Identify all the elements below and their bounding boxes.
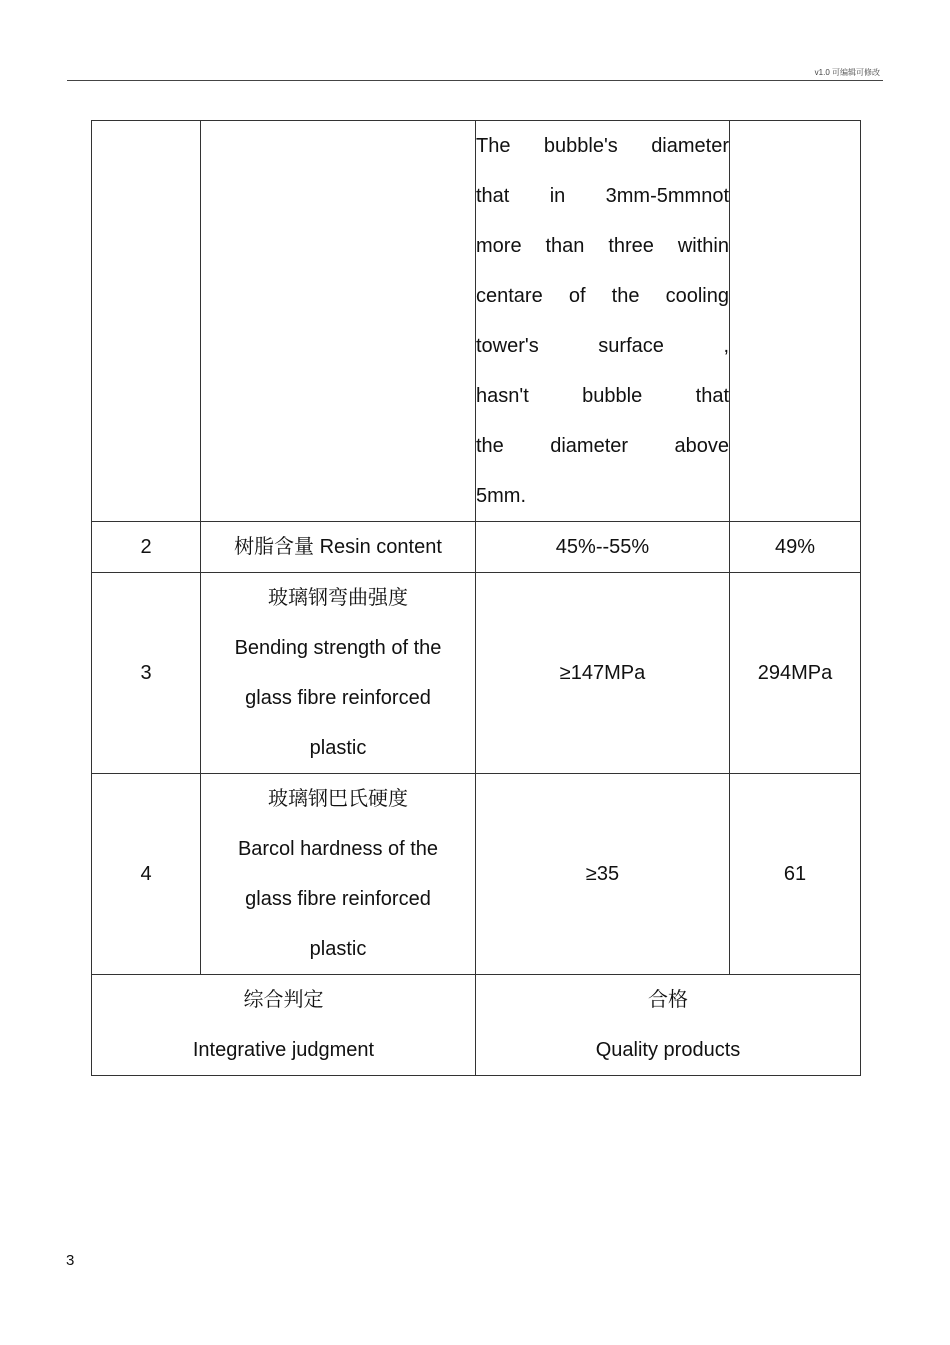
item-line-cn: 玻璃钢弯曲强度	[268, 587, 408, 609]
judgment-value-en: Quality products	[595, 1039, 741, 1061]
item-line: plastic	[309, 938, 367, 960]
header-version-text: v1.0 可编辑可修改	[814, 68, 880, 77]
no-cell	[92, 121, 201, 522]
no-cell: 3	[92, 573, 201, 774]
requirement-line: 5mm.	[476, 485, 526, 507]
requirement-line: The bubble's diameter	[476, 135, 729, 157]
no-cell: 2	[92, 522, 201, 573]
requirement-line: more than three within	[476, 235, 729, 257]
table-row	[92, 522, 861, 573]
requirement-line: hasn't bubble that	[476, 385, 729, 407]
requirement-line: that in 3mm-5mmnot	[476, 185, 729, 207]
result-cell	[730, 121, 861, 522]
requirement-cell: ≥147MPa	[476, 573, 730, 774]
judgment-value-cell	[476, 975, 861, 1076]
table-row	[92, 121, 861, 522]
table-row	[92, 573, 861, 774]
judgment-label-cell	[92, 975, 476, 1076]
item-line-cn: 玻璃钢巴氏硬度	[268, 788, 408, 810]
item-line: glass fibre reinforced	[245, 687, 431, 709]
item-line: plastic	[309, 737, 367, 759]
requirement-line: the diameter above	[476, 435, 729, 457]
table-row	[92, 774, 861, 975]
summary-row	[92, 975, 861, 1076]
header-divider	[67, 80, 883, 81]
requirement-cell: ≥35	[476, 774, 730, 975]
requirement-line: centare of the cooling	[476, 285, 729, 307]
requirement-cell: 45%--55%	[476, 522, 730, 573]
judgment-label-en: Integrative judgment	[192, 1039, 375, 1061]
judgment-value-cn: 合格	[648, 989, 688, 1011]
result-cell: 294MPa	[730, 573, 861, 774]
item-cell	[201, 774, 476, 975]
item-cell: 树脂含量 Resin content	[201, 522, 476, 573]
item-line: Bending strength of the	[234, 637, 442, 659]
item-cell	[201, 573, 476, 774]
item-cell	[201, 121, 476, 522]
requirement-cell	[476, 121, 730, 522]
inspection-table	[91, 120, 861, 1076]
item-line: Barcol hardness of the	[237, 838, 439, 860]
result-cell: 49%	[730, 522, 861, 573]
item-line: glass fibre reinforced	[245, 888, 431, 910]
requirement-line: tower's surface ,	[476, 335, 729, 357]
result-cell: 61	[730, 774, 861, 975]
page-number: 3	[66, 1252, 75, 1269]
no-cell: 4	[92, 774, 201, 975]
judgment-label-cn: 综合判定	[243, 989, 324, 1011]
